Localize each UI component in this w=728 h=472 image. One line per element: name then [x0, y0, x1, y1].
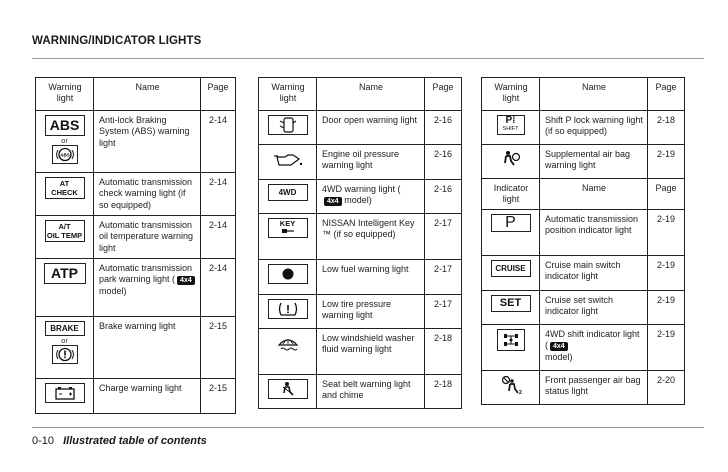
column-header-name: Name [540, 179, 648, 210]
light-name: 4WD warning light (4x4 model) [317, 180, 425, 214]
table-row [482, 210, 685, 256]
light-name: NISSAN Intelligent Key ™ (if so equipped) [317, 214, 425, 260]
warning-lights-table-2 [258, 77, 462, 409]
column-header-name: Name [94, 78, 201, 111]
4x4-badge-icon: 4x4 [177, 276, 195, 285]
footer-section-title: Illustrated table of contents [63, 435, 207, 447]
light-name: Door open warning light [317, 111, 425, 145]
page-ref: 2-19 [648, 291, 685, 325]
table-row [259, 214, 462, 260]
page-ref: 2-18 [425, 329, 462, 375]
light-name: Supplemental air bag warning light [540, 145, 648, 179]
svg-text:ABS: ABS [59, 152, 70, 158]
light-name: Automatic transmission park warning light ( 4x4 model) [94, 259, 201, 317]
light-name: Automatic transmission oil temperature warning light [94, 216, 201, 259]
page-ref: 2-16 [425, 180, 462, 214]
page-ref: 2-17 [425, 260, 462, 295]
table-row [259, 260, 462, 295]
4wd-shift-icon [497, 329, 525, 351]
page-ref: 2-14 [201, 173, 236, 216]
atp-icon: ATP [44, 263, 86, 284]
table-row [259, 180, 462, 214]
column-header-page: Page [425, 78, 462, 111]
or-label: or [61, 136, 68, 145]
column-header-warning-light: Warning light [36, 78, 94, 111]
battery-icon [45, 383, 85, 403]
washer-fluid-icon [268, 333, 308, 353]
light-name: Engine oil pressure warning light [317, 145, 425, 180]
page-ref: 2-19 [648, 145, 685, 179]
tire-pressure-icon [268, 299, 308, 319]
shift-p-icon: P⁞ SHIFT [497, 115, 525, 135]
light-name: Automatic transmission position indicator light [540, 210, 648, 256]
table-row [259, 295, 462, 329]
4x4-badge-icon: 4x4 [324, 197, 342, 206]
door-open-icon [268, 115, 308, 135]
4wd-icon: 4WD [268, 184, 308, 201]
page-ref: 2-19 [648, 325, 685, 371]
airbag-icon [491, 149, 531, 169]
table-row [36, 173, 236, 216]
table-row [482, 371, 685, 405]
page-ref: 2-15 [201, 379, 236, 414]
page-ref: 2-14 [201, 111, 236, 173]
light-name: Automatic transmission check warning light (if so equipped) [94, 173, 201, 216]
column-header-indicator-light: Indicator light [482, 179, 540, 210]
page-ref: 2-20 [648, 371, 685, 405]
light-name: Cruise main switch indicator light [540, 256, 648, 291]
light-name: Low windshield washer fluid warning light [317, 329, 425, 375]
4x4-badge-icon: 4x4 [550, 342, 568, 351]
page-ref: 2-14 [201, 216, 236, 259]
at-check-icon: AT CHECK [45, 177, 85, 199]
page-title: WARNING/INDICATOR LIGHTS [32, 35, 202, 47]
oil-can-icon [268, 149, 308, 169]
table-row [36, 259, 236, 317]
footer-page-number: 0-10 [32, 435, 55, 447]
light-name: Shift P lock warning light (if so equipped) [540, 111, 648, 145]
table-row [36, 216, 236, 259]
table-row [482, 145, 685, 179]
table-row [259, 329, 462, 375]
bottom-rule [32, 427, 704, 428]
table-row [259, 111, 462, 145]
light-name: Front passenger air bag status light [540, 371, 648, 405]
column-header-warning-light: Warning light [482, 78, 540, 111]
low-fuel-icon [268, 264, 308, 284]
at-oil-temp-icon: A/T OIL TEMP [45, 220, 85, 242]
page-ref: 2-19 [648, 210, 685, 256]
table-row [482, 325, 685, 371]
set-icon: SET [491, 295, 531, 312]
top-rule [32, 58, 704, 59]
column-header-name: Name [317, 78, 425, 111]
page-ref: 2-18 [648, 111, 685, 145]
column-header-page: Page [201, 78, 236, 111]
page-ref: 2-14 [201, 259, 236, 317]
light-name: Low tire pressure warning light [317, 295, 425, 329]
warning-lights-table-1 [35, 77, 236, 414]
page-ref: 2-19 [648, 256, 685, 291]
page-ref: 2-16 [425, 111, 462, 145]
key-icon: KEY [268, 218, 308, 238]
or-label: or [61, 336, 68, 345]
light-name: Charge warning light [94, 379, 201, 414]
table-row [482, 256, 685, 291]
light-name: Seat belt warning light and chime [317, 375, 425, 409]
table-row [259, 375, 462, 409]
brake-circle-icon [52, 145, 78, 164]
seat-belt-icon [268, 379, 308, 399]
brake-icon: BRAKE [45, 321, 85, 336]
light-name: Anti-lock Braking System (ABS) warning light [94, 111, 201, 173]
table-row [36, 111, 236, 173]
table-row [482, 111, 685, 145]
p-position-icon: P [491, 214, 531, 232]
page-ref: 2-15 [201, 317, 236, 379]
table-row [482, 291, 685, 325]
column-header-page: Page [648, 78, 685, 111]
table-row [259, 145, 462, 180]
page-footer [32, 435, 207, 447]
column-header-page: Page [648, 179, 685, 210]
abs-icon: ABS [45, 115, 85, 136]
page-ref: 2-17 [425, 214, 462, 260]
light-name: Low fuel warning light [317, 260, 425, 295]
table-row [36, 379, 236, 414]
passenger-airbag-status-icon [491, 375, 531, 395]
table-row [36, 317, 236, 379]
cruise-icon: CRUISE [491, 260, 531, 277]
light-name: 4WD shift indicator light ( 4x4 model) [540, 325, 648, 371]
light-name: Cruise set switch indicator light [540, 291, 648, 325]
light-name: Brake warning light [94, 317, 201, 379]
svg-text:2: 2 [518, 390, 522, 395]
warning-indicator-lights-table-3 [481, 77, 685, 405]
page-ref: 2-18 [425, 375, 462, 409]
brake-exclamation-circle-icon [52, 345, 78, 364]
page-ref: 2-17 [425, 295, 462, 329]
column-header-name: Name [540, 78, 648, 111]
column-header-warning-light: Warning light [259, 78, 317, 111]
page-ref: 2-16 [425, 145, 462, 180]
